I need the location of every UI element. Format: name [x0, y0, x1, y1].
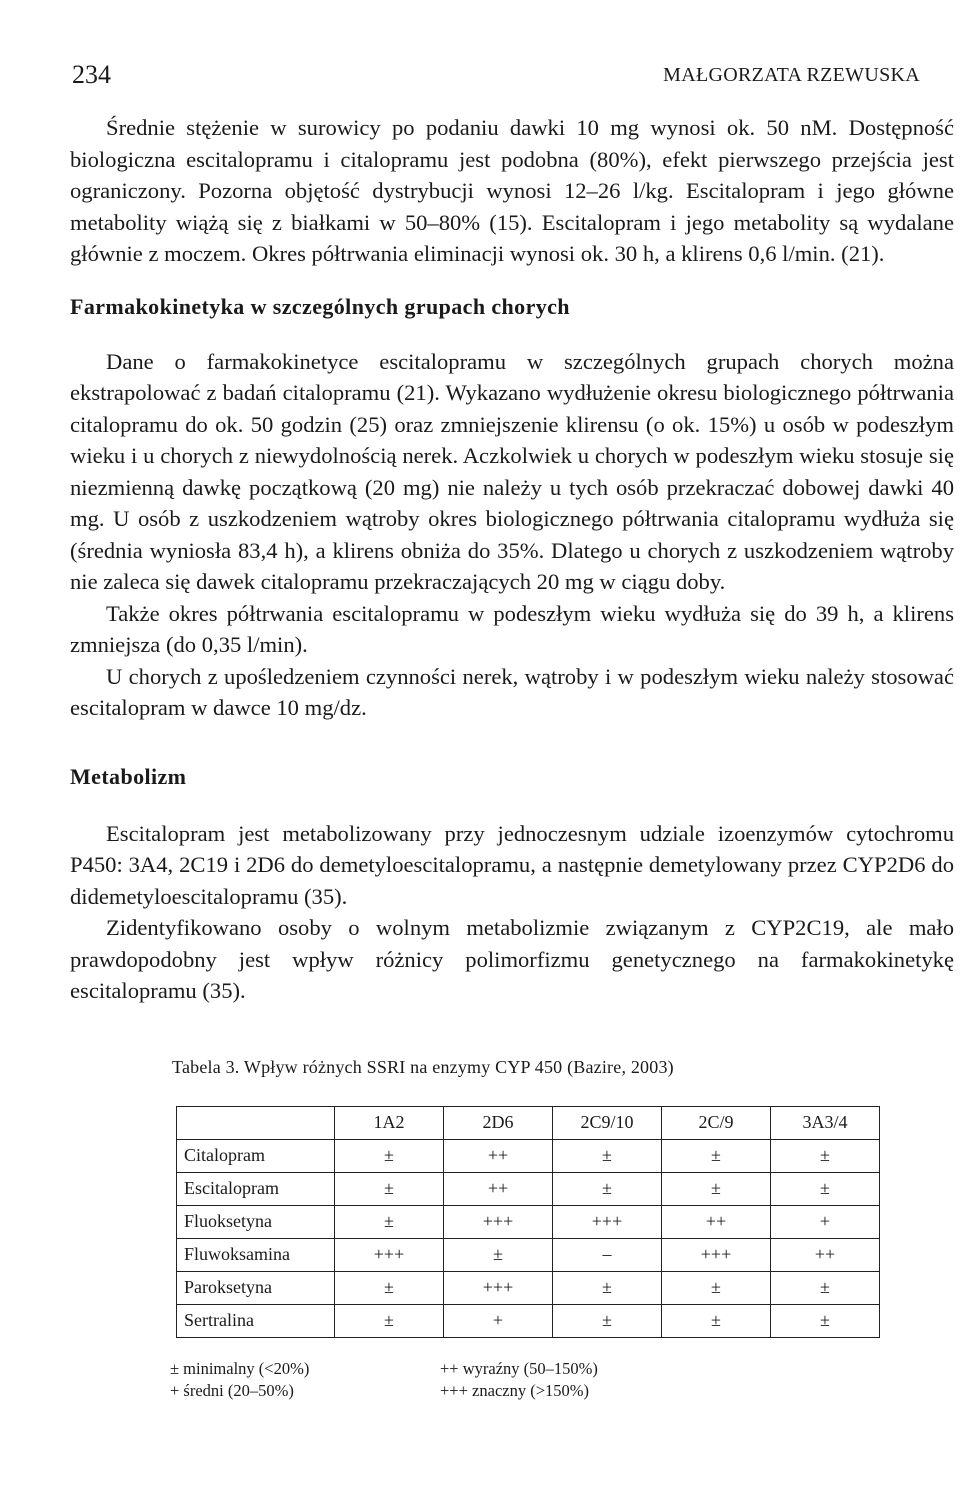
table-cell: ± [335, 1304, 444, 1337]
drug-name-cell: Fluwoksamina [177, 1238, 335, 1271]
table-cell: ± [335, 1172, 444, 1205]
drug-name-cell: Escitalopram [177, 1172, 335, 1205]
table-cell: ++ [662, 1205, 771, 1238]
table-row [177, 1205, 880, 1238]
table-cell: ± [553, 1304, 662, 1337]
table-cell: +++ [444, 1205, 553, 1238]
table-cell: ± [553, 1271, 662, 1304]
table-cell: +++ [662, 1238, 771, 1271]
table-corner-cell [177, 1106, 335, 1139]
legend-row [170, 1358, 954, 1380]
column-header: 2C9/10 [553, 1106, 662, 1139]
column-header: 3A3/4 [771, 1106, 880, 1139]
section-heading-farmakokinetyka: Farmakokinetyka w szczególnych grupach chorych [70, 293, 570, 319]
column-header: 2D6 [444, 1106, 553, 1139]
table-cell: ± [771, 1139, 880, 1172]
legend-strong: ++ wyraźny (50–150%) [440, 1358, 598, 1378]
drug-name-cell: Citalopram [177, 1139, 335, 1172]
metabolizm-paragraph-1: Escitalopram jest metabolizowany przy jednoczesnym udziale izoenzymów cytochromu P450: 3A4, 2C19 i 2D6 do demetyloescitalopramu, a następnie demetylowany przez CYP2D6 do didemetyloescitalopramu (35). [70, 820, 954, 909]
cyp-table [176, 1106, 880, 1338]
table-row [177, 1271, 880, 1304]
table-cell: ++ [771, 1238, 880, 1271]
farmakokinetyka-paragraph-3: U chorych z upośledzeniem czynności nerek, wątroby i w podeszłym wieku należy stosować escitalopram w dawce 10 mg/dz. [70, 663, 954, 720]
legend-significant: +++ znaczny (>150%) [440, 1380, 589, 1400]
legend-minimal: ± minimalny (<20%) [170, 1358, 310, 1378]
table-cell: ++ [444, 1139, 553, 1172]
table-cell: ± [662, 1139, 771, 1172]
farmakokinetyka-paragraph-1: Dane o farmakokinetyce escitalopramu w szczególnych grupach chorych można ekstrapolować z badań citalopramu (21). Wykazano wydłużenie okresu biologicznego półtrwania citalopramu do ok. 50 godzin (25) oraz zmniejszenie klirensu (o ok. 15%) u osób w podeszłym wieku i u chorych z niewydolnością nerek. Aczkolwiek u chorych w podeszłym wieku stosuje się niezmienną dawkę początkową (20 mg) nie należy u tych osób przekraczać dobowej dawki 40 mg. U osób z uszkodzeniem wątroby okres biologicznego półtrwania citalopramu wydłuża się (średnia wyniosła 83,4 h), a klirens obniża do 35%. Dlatego u chorych z uszkodzeniem wątroby nie zaleca się dawek citalopramu przekraczających 20 mg w ciągu doby. [70, 348, 954, 594]
table-cell: +++ [335, 1238, 444, 1271]
table-cell: ± [771, 1172, 880, 1205]
table-cell: + [444, 1304, 553, 1337]
metabolizm-paragraph-2: Zidentyfikowano osoby o wolnym metabolizmie związanym z CYP2C19, ale mało prawdopodobny jest wpływ różnicy polimorfizmu genetycznego na farmakokinetykę escitalopramu (35). [70, 915, 954, 1003]
intro-paragraph: Średnie stężenie w surowicy po podaniu dawki 10 mg wynosi ok. 50 nM. Dostępność biologiczna escitalopramu i citalopramu jest podobna (80%), efekt pierwszego przejścia jest ograniczony. Pozorna objętość dystrybucji wynosi 12–26 l/kg. Escitalopram i jego główne metabolity wiążą się z białkami w 50–80% (15). Escitalopram i jego metabolity są wydalane głównie z moczem. Okres półtrwania eliminacji wynosi ok. 30 h, a klirens 0,6 l/min. (21). [70, 115, 954, 266]
table-cell: ++ [444, 1172, 553, 1205]
farmakokinetyka-paragraph-2: Także okres półtrwania escitalopramu w podeszłym wieku wydłuża się do 39 h, a klirens zmniejsza (do 0,35 l/min). [70, 600, 954, 657]
table-cell: ± [335, 1139, 444, 1172]
table-cell: ± [335, 1205, 444, 1238]
column-header: 2C/9 [662, 1106, 771, 1139]
table-cell: ± [662, 1172, 771, 1205]
running-head: MAŁGORZATA RZEWUSKA [663, 64, 920, 86]
table-row [177, 1238, 880, 1271]
page-content [70, 112, 954, 1402]
table-cell: ± [771, 1304, 880, 1337]
table-caption: Tabela 3. Wpływ różnych SSRI na enzymy CYP 450 (Bazire, 2003) [172, 1056, 674, 1077]
section-heading-metabolizm: Metabolizm [70, 763, 187, 789]
table-row [177, 1172, 880, 1205]
table-legend [170, 1358, 954, 1402]
table-cell: +++ [444, 1271, 553, 1304]
page-header [72, 60, 920, 96]
drug-name-cell: Paroksetyna [177, 1271, 335, 1304]
table-cell: ± [444, 1238, 553, 1271]
table-cell: – [553, 1238, 662, 1271]
table-header-row [177, 1106, 880, 1139]
table-cell: ± [553, 1172, 662, 1205]
table-cell: ± [771, 1271, 880, 1304]
page-number: 234 [72, 60, 111, 89]
drug-name-cell: Fluoksetyna [177, 1205, 335, 1238]
table-cell: ± [553, 1139, 662, 1172]
table-cell: +++ [553, 1205, 662, 1238]
table-cell: ± [662, 1271, 771, 1304]
table-row [177, 1304, 880, 1337]
column-header: 1A2 [335, 1106, 444, 1139]
drug-name-cell: Sertralina [177, 1304, 335, 1337]
legend-row [170, 1380, 954, 1402]
table-cell: ± [335, 1271, 444, 1304]
table-cell: ± [662, 1304, 771, 1337]
legend-medium: + średni (20–50%) [170, 1380, 294, 1400]
table-cell: + [771, 1205, 880, 1238]
table-row [177, 1139, 880, 1172]
